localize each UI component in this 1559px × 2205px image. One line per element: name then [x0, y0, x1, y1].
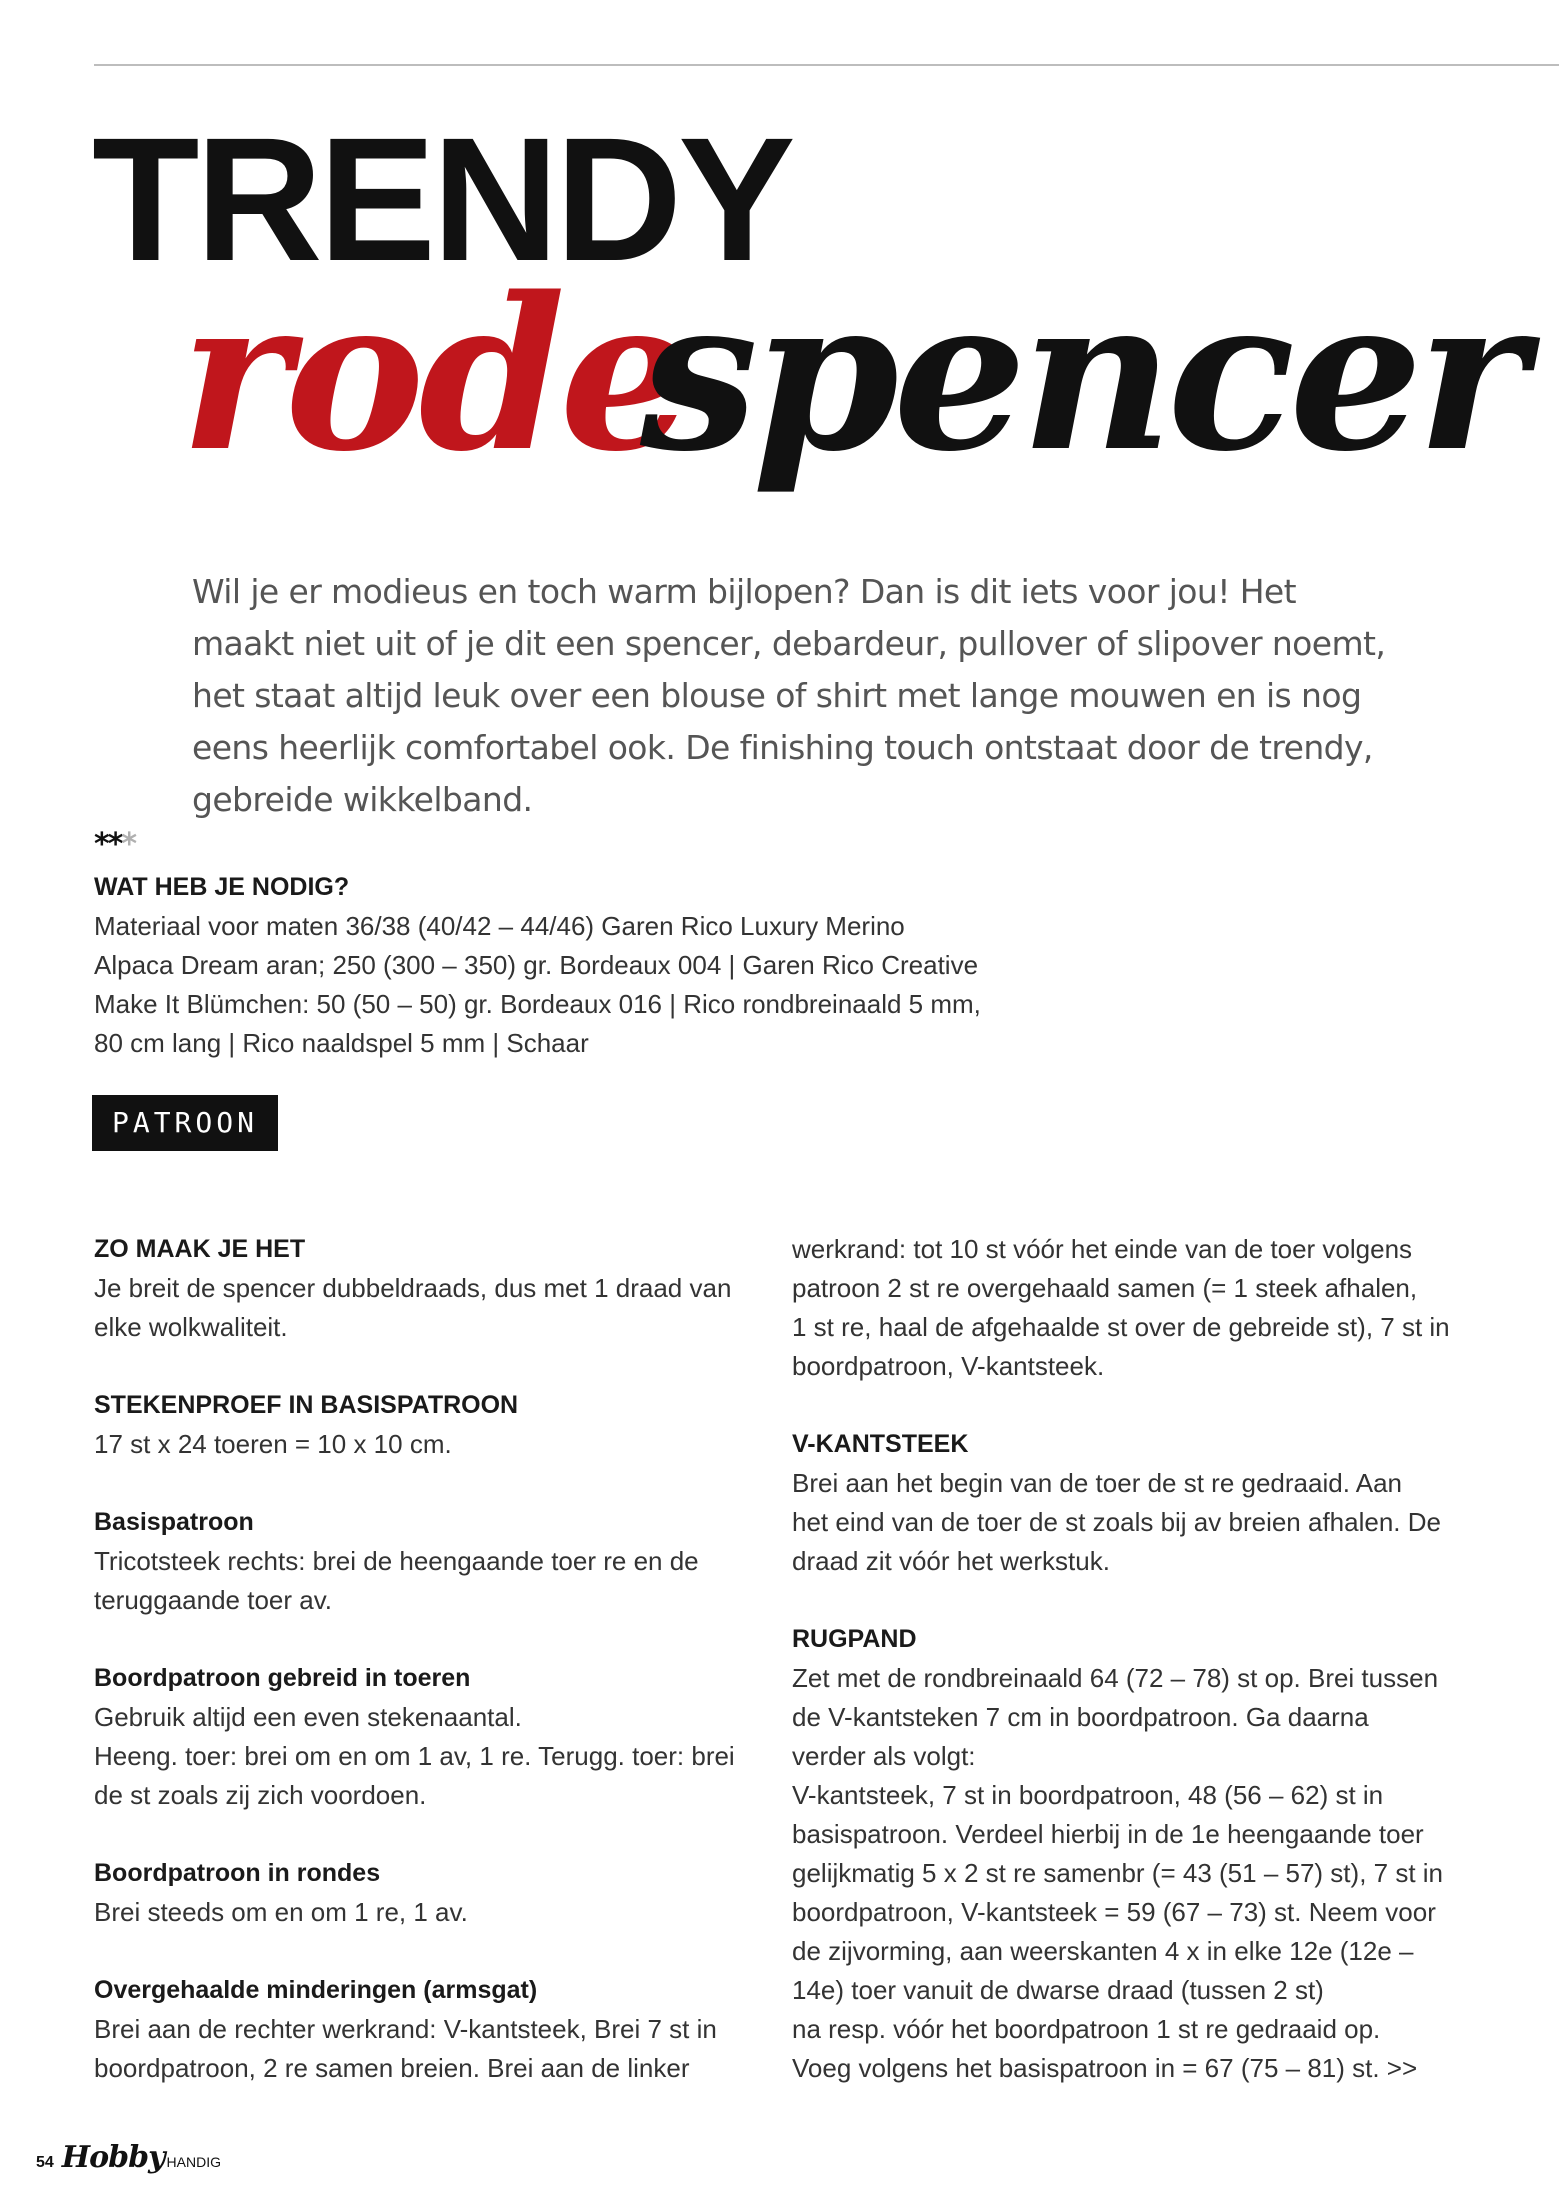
brand-logo-script: Hobby	[61, 2140, 165, 2175]
section-line: boordpatroon, V-kantsteek = 59 (67 – 73) st. Neem voor	[792, 1897, 1436, 1927]
section-line: elke wolkwaliteit.	[94, 1312, 288, 1342]
section-heading: RUGPAND	[792, 1625, 917, 1653]
section-line: Brei aan het begin van de toer de st re gedraaid. Aan	[792, 1468, 1402, 1498]
section-line: de V-kantsteken 7 cm in boordpatroon. Ga daarna	[792, 1702, 1369, 1732]
difficulty-rating	[94, 827, 136, 862]
title-trendy: TRENDY	[92, 102, 792, 298]
materials-line: Make It Blümchen: 50 (50 – 50) gr. Bordeaux 016 | Rico rondbreinaald 5 mm,	[94, 989, 981, 1019]
top-rule	[94, 64, 1559, 66]
materials-section	[94, 868, 1054, 1063]
instruction-section	[94, 1971, 784, 2088]
instruction-section	[792, 1425, 1482, 1581]
section-line: verder als volgt:	[792, 1741, 976, 1771]
section-heading: Basispatroon	[94, 1508, 254, 1536]
intro-paragraph: Wil je er modieus en toch warm bijlopen? Dan is dit iets voor jou! Het maakt niet uit of je dit een spencer, debardeur, pullover of slipover noemt, het staat altijd leuk over een blouse of shirt met lange mouwen en is nog eens heerlijk comfortabel ook. De finishing touch ontstaat door de trendy, gebreide wikkelband.	[192, 572, 1386, 819]
section-line: Tricotsteek rechts: brei de heengaande toer re en de	[94, 1546, 699, 1576]
materials-line: 80 cm lang | Rico naaldspel 5 mm | Schaar	[94, 1028, 589, 1058]
title-script-rode: rode	[180, 251, 688, 498]
page-number: 54	[36, 2154, 54, 2171]
section-line: boordpatroon, V-kantsteek.	[792, 1351, 1105, 1381]
section-line: Gebruik altijd een even stekenaantal.	[94, 1702, 522, 1732]
section-line: de st zoals zij zich voordoen.	[94, 1780, 427, 1810]
instruction-section	[94, 1230, 784, 1347]
section-line: 14e) toer vanuit de dwarse draad (tussen 2 st)	[792, 1975, 1324, 2005]
instruction-section	[792, 1620, 1482, 2088]
section-line: basispatroon. Verdeel hierbij in de 1e heengaande toer	[792, 1819, 1424, 1849]
section-line: 1 st re, haal de afgehaalde st over de gebreide st), 7 st in	[792, 1312, 1450, 1342]
section-line: boordpatroon, 2 re samen breien. Brei aan de linker	[94, 2053, 690, 2083]
materials-line: Materiaal voor maten 36/38 (40/42 – 44/46) Garen Rico Luxury Merino	[94, 911, 905, 941]
instruction-section	[94, 1503, 784, 1620]
materials-line: Alpaca Dream aran; 250 (300 – 350) gr. Bordeaux 004 | Garen Rico Creative	[94, 950, 979, 980]
section-line: Brei steeds om en om 1 re, 1 av.	[94, 1897, 468, 1927]
page-footer	[36, 2140, 221, 2180]
section-heading: V-KANTSTEEK	[792, 1430, 969, 1458]
instruction-section	[94, 1659, 784, 1815]
section-line: de zijvorming, aan weerskanten 4 x in elke 12e (12e –	[792, 1936, 1414, 1966]
instruction-section	[94, 1386, 784, 1464]
section-heading: ZO MAAK JE HET	[94, 1235, 306, 1263]
section-line: het eind van de toer de st zoals bij av breien afhalen. De	[792, 1507, 1441, 1537]
materials-heading: WAT HEB JE NODIG?	[94, 873, 350, 901]
section-heading: Boordpatroon gebreid in toeren	[94, 1664, 471, 1692]
section-line: patroon 2 st re overgehaald samen (= 1 steek afhalen,	[792, 1273, 1418, 1303]
difficulty-stars-filled: **	[94, 827, 122, 862]
section-line: Je breit de spencer dubbeldraads, dus met 1 draad van	[94, 1273, 732, 1303]
section-line: V-kantsteek, 7 st in boordpatroon, 48 (56 – 62) st in	[792, 1780, 1384, 1810]
brand-logo-caps: HANDIG	[166, 2154, 221, 2170]
section-line: na resp. vóór het boordpatroon 1 st re gedraaid op.	[792, 2014, 1381, 2044]
left-column	[94, 1230, 784, 2127]
section-line: teruggaande toer av.	[94, 1585, 333, 1615]
section-line: 17 st x 24 toeren = 10 x 10 cm.	[94, 1429, 452, 1459]
section-line: Zet met de rondbreinaald 64 (72 – 78) st op. Brei tussen	[792, 1663, 1439, 1693]
instruction-section	[94, 1854, 784, 1932]
instruction-section	[792, 1230, 1482, 1386]
section-heading: Boordpatroon in rondes	[94, 1859, 381, 1887]
difficulty-stars-empty: *	[121, 827, 136, 862]
section-heading: Overgehaalde minderingen (armsgat)	[94, 1976, 538, 2004]
section-heading: STEKENPROEF IN BASISPATROON	[94, 1391, 519, 1419]
title-script-spencer: spencer	[640, 251, 1522, 498]
section-line: Brei aan de rechter werkrand: V-kantsteek, Brei 7 st in	[94, 2014, 717, 2044]
patroon-badge: PATROON	[92, 1095, 278, 1151]
section-line: draad zit vóór het werkstuk.	[792, 1546, 1110, 1576]
section-line: Voeg volgens het basispatroon in = 67 (75 – 81) st. >>	[792, 2053, 1418, 2083]
right-column	[792, 1230, 1482, 2127]
section-line: gelijkmatig 5 x 2 st re samenbr (= 43 (51 – 57) st), 7 st in	[792, 1858, 1444, 1888]
section-line: Heeng. toer: brei om en om 1 av, 1 re. Terugg. toer: brei	[94, 1741, 735, 1771]
section-line: werkrand: tot 10 st vóór het einde van de toer volgens	[792, 1234, 1413, 1264]
